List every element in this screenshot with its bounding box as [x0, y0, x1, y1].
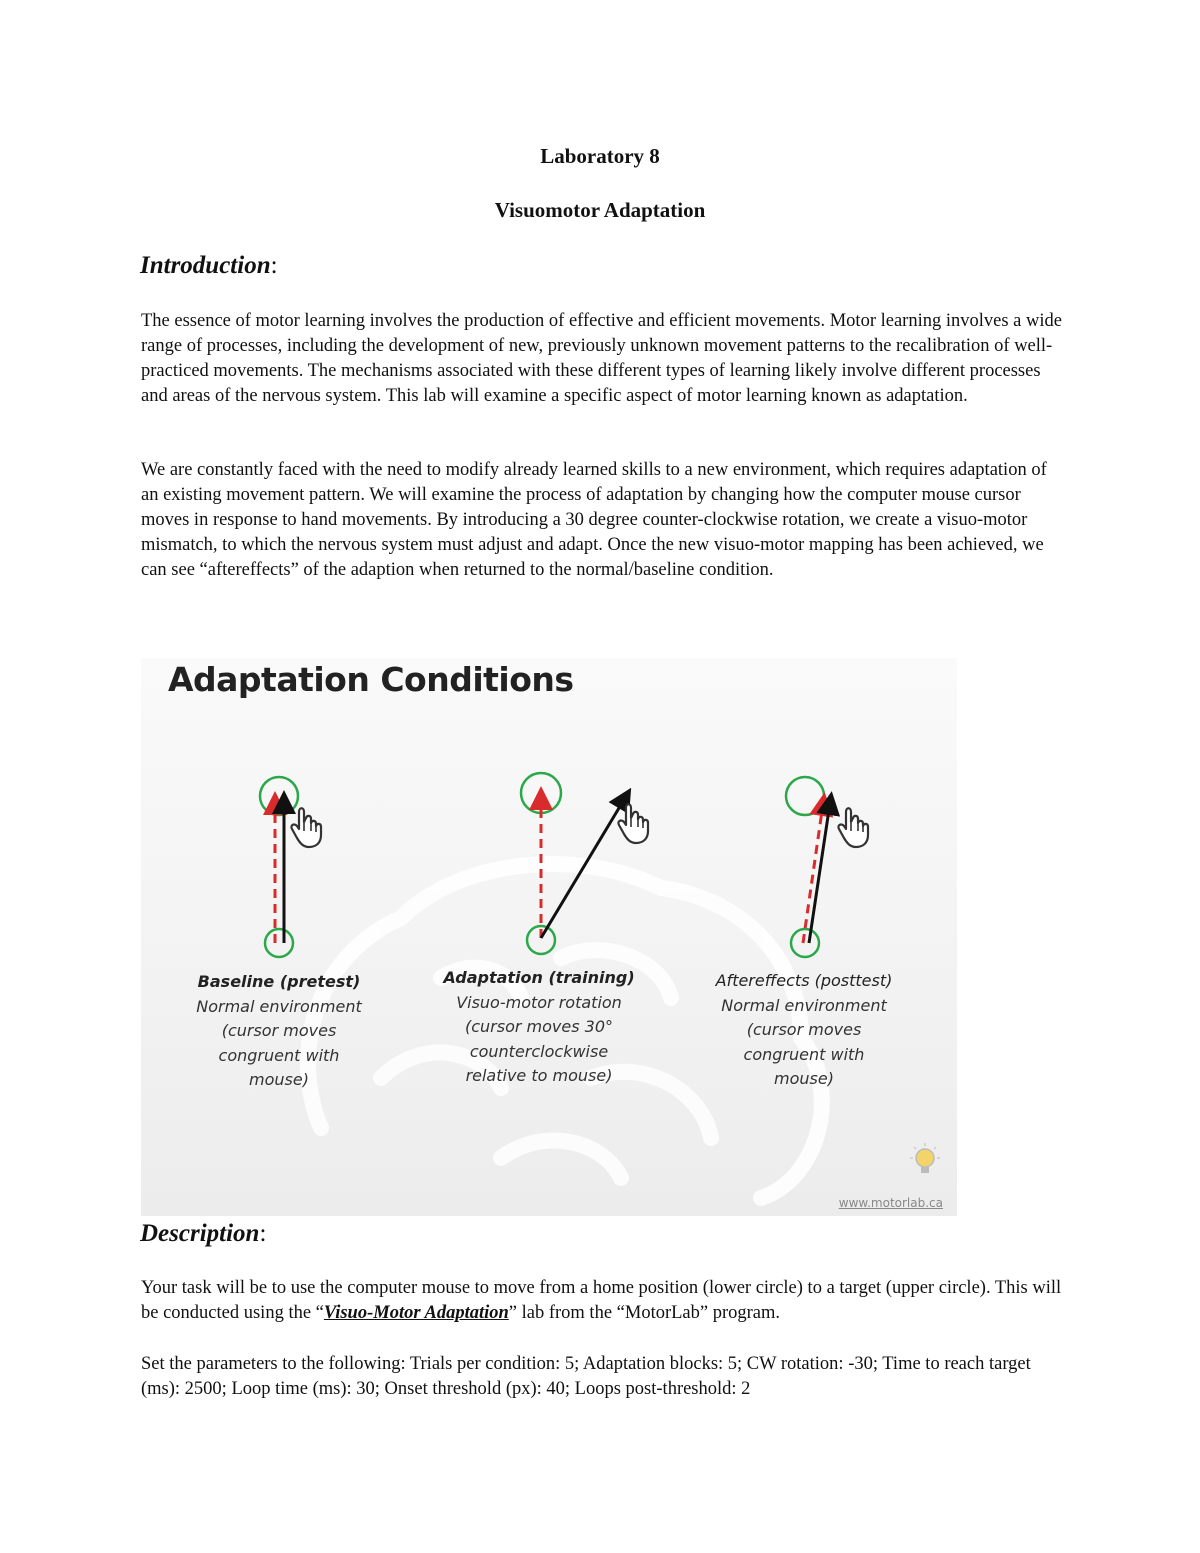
description-paragraph-1 — [141, 1276, 1066, 1326]
baseline-target-circle — [260, 777, 298, 815]
baseline-diagram — [260, 777, 321, 957]
hand-pointer-icon — [618, 804, 648, 843]
caption-line: (cursor moves 30° — [464, 1017, 613, 1036]
adaptation-caption — [429, 966, 649, 1089]
description-heading-colon: : — [259, 1220, 267, 1247]
caption-heading: Adaptation (training) — [443, 968, 635, 987]
hand-pointer-icon — [291, 808, 321, 847]
baseline-caption — [169, 970, 389, 1093]
hand-pointer-icon — [838, 808, 868, 847]
baseline-home-circle — [265, 929, 293, 957]
intro-paragraph-2: We are constantly faced with the need to modify already learned skills to a new environment, which requires adaptation of an existing movement pattern. We will examine the process of adaptation by changing how the computer mouse cursor moves in response to hand movements. By introducing a 30 degree counter-clockwise rotation, we create a visuo-motor mismatch, to which the nervous system must adjust and adapt. Once the new visuo-motor mapping has been achieved, we can see “aftereffects” of the adaption when returned to the normal/baseline condition. — [141, 460, 1047, 580]
adaptation-conditions-figure — [141, 658, 957, 1216]
aftereffects-caption — [694, 969, 914, 1092]
intro-paragraph-1: The essence of motor learning involves the production of effective and efficient movements. Motor learning involves a wide range of processes, including the development of new, previously unknown movement patterns to the recalibration of well-practiced movements. The mechanisms associated with these different types of learning likely involve different processes and areas of the nervous system. This lab will examine a specific aspect of motor learning known as adaptation. — [141, 311, 1062, 406]
introduction-heading-colon: : — [270, 252, 278, 279]
caption-line: relative to mouse) — [465, 1066, 613, 1085]
caption-line: mouse) — [249, 1070, 309, 1089]
caption-line: Normal environment — [196, 996, 362, 1016]
description-text: Your task will be to use the computer mouse to move from a home position (lower circle) to a target (upper circle). This will be conducted using the “ — [141, 1278, 1062, 1323]
motorlab-url[interactable]: www.motorlab.ca — [838, 1196, 943, 1210]
aftereffects-target-circle — [786, 777, 824, 815]
caption-line: counterclockwise — [469, 1041, 609, 1061]
caption-line: (cursor moves — [746, 1020, 862, 1039]
caption-line: (cursor moves — [221, 1021, 337, 1040]
visuo-motor-adaptation-link[interactable]: Visuo-Motor Adaptation — [323, 1303, 509, 1323]
figure-graphic — [141, 658, 957, 1216]
caption-line: congruent with — [743, 1044, 865, 1064]
caption-line: Visuo-motor rotation — [456, 992, 622, 1012]
lab-title: Visuomotor Adaptation — [494, 198, 706, 222]
caption-line: congruent with — [218, 1045, 340, 1065]
caption-line: Normal environment — [721, 995, 887, 1015]
lightbulb-icon — [910, 1143, 940, 1173]
caption-line: mouse) — [774, 1069, 834, 1088]
description-heading — [140, 1220, 266, 1248]
caption-heading: Aftereffects (posttest) — [715, 971, 893, 990]
aftereffects-home-circle — [791, 929, 819, 957]
introduction-heading — [140, 252, 278, 280]
caption-heading: Baseline (pretest) — [197, 972, 361, 991]
aftereffects-diagram — [786, 777, 868, 957]
figure-title: Adaptation Conditions — [168, 660, 574, 699]
lab-number-title: Laboratory 8 — [540, 144, 660, 168]
description-heading-text: Description — [140, 1220, 260, 1247]
description-paragraph-2: Set the parameters to the following: Trials per condition: 5; Adaptation blocks: 5; CW rotation: -30; Time to reach target (ms): 2500; Loop time (ms): 30; Onset threshold (px): 40; Loops post-threshold: 2 — [141, 1354, 1031, 1399]
adaptation-target-circle — [521, 773, 561, 813]
description-text: ” lab from the “MotorLab” program. — [508, 1303, 781, 1323]
introduction-heading-text: Introduction — [140, 252, 271, 279]
